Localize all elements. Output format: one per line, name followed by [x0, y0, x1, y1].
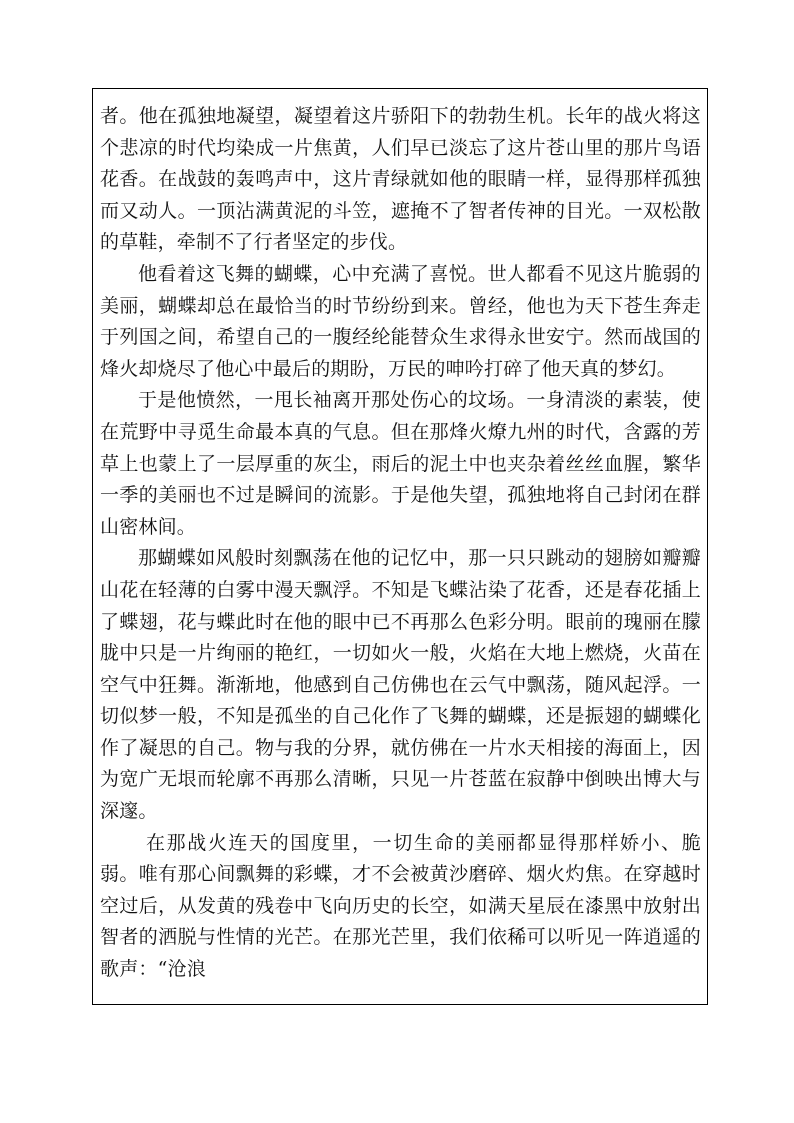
paragraph-3: 于是他愤然，一甩长袖离开那处伤心的坟场。一身清淡的素装，使在荒野中寻觅生命最本真的气息。但在那烽火燎九州的时代，含露的芳草上也蒙上了一层厚重的灰尘，雨后的泥土中也夹杂着丝丝血腥，繁华一季的美丽也不过是瞬间的流影。于是他失望，孤独地将自己封闭在群山密林间。: [100, 389, 701, 538]
paragraph-1: 者。他在孤独地凝望，凝望着这片骄阳下的勃勃生机。长年的战火将这个悲凉的时代均染成一片焦黄，人们早已淡忘了这片苍山里的那片鸟语花香。在战鼓的轰鸣声中，这片青绿就如他的眼睛一样，显得那样孤独而又动人。一顶沾满黄泥的斗笠，遮掩不了智者传神的目光。一双松散的草鞋，牵制不了行者坚定的步伐。: [100, 105, 701, 254]
document-frame: [92, 88, 708, 1005]
paragraph-5: 在那战火连天的国度里，一切生命的美丽都显得那样娇小、脆弱。唯有那心间飘舞的彩蝶，才不会被黄沙磨碎、烟火灼焦。在穿越时空过后，从发黄的残卷中飞向历史的长空，如满天星辰在漆黑中放射出智者的洒脱与性情的光芒。在那光芒里，我们依稀可以听见一阵逍遥的歌声：“沧浪: [100, 831, 701, 981]
paragraph-2: 他看着这飞舞的蝴蝶，心中充满了喜悦。世人都看不见这片脆弱的美丽，蝴蝶却总在最恰当的时节纷纷到来。曾经，他也为天下苍生奔走于列国之间，希望自己的一腹经纶能替众生求得永世安宁。然而战国的烽火却烧尽了他心中最后的期盼，万民的呻吟打碎了他天真的梦幻。: [100, 262, 701, 380]
paragraph-4: 那蝴蝶如风般时刻飘荡在他的记忆中，那一只只跳动的翅膀如瓣瓣山花在轻薄的白雾中漫天飘浮。不知是飞蝶沾染了花香，还是春花插上了蝶翅，花与蝶此时在他的眼中已不再那么色彩分明。眼前的瑰丽在朦胧中只是一片绚丽的艳红，一切如火一般，火焰在大地上燃烧，火苗在空气中狂舞。渐渐地，他感到自己仿佛也在云气中飘荡，随风起浮。一切似梦一般，不知是孤坐的自己化作了飞舞的蝴蝶，还是振翅的蝴蝶化作了凝思的自己。物与我的分界，就仿佛在一片水天相接的海面上，因为宽广无垠而轮廓不再那么清晰，只见一片苍蓝在寂静中倒映出博大与深邃。: [100, 547, 701, 823]
